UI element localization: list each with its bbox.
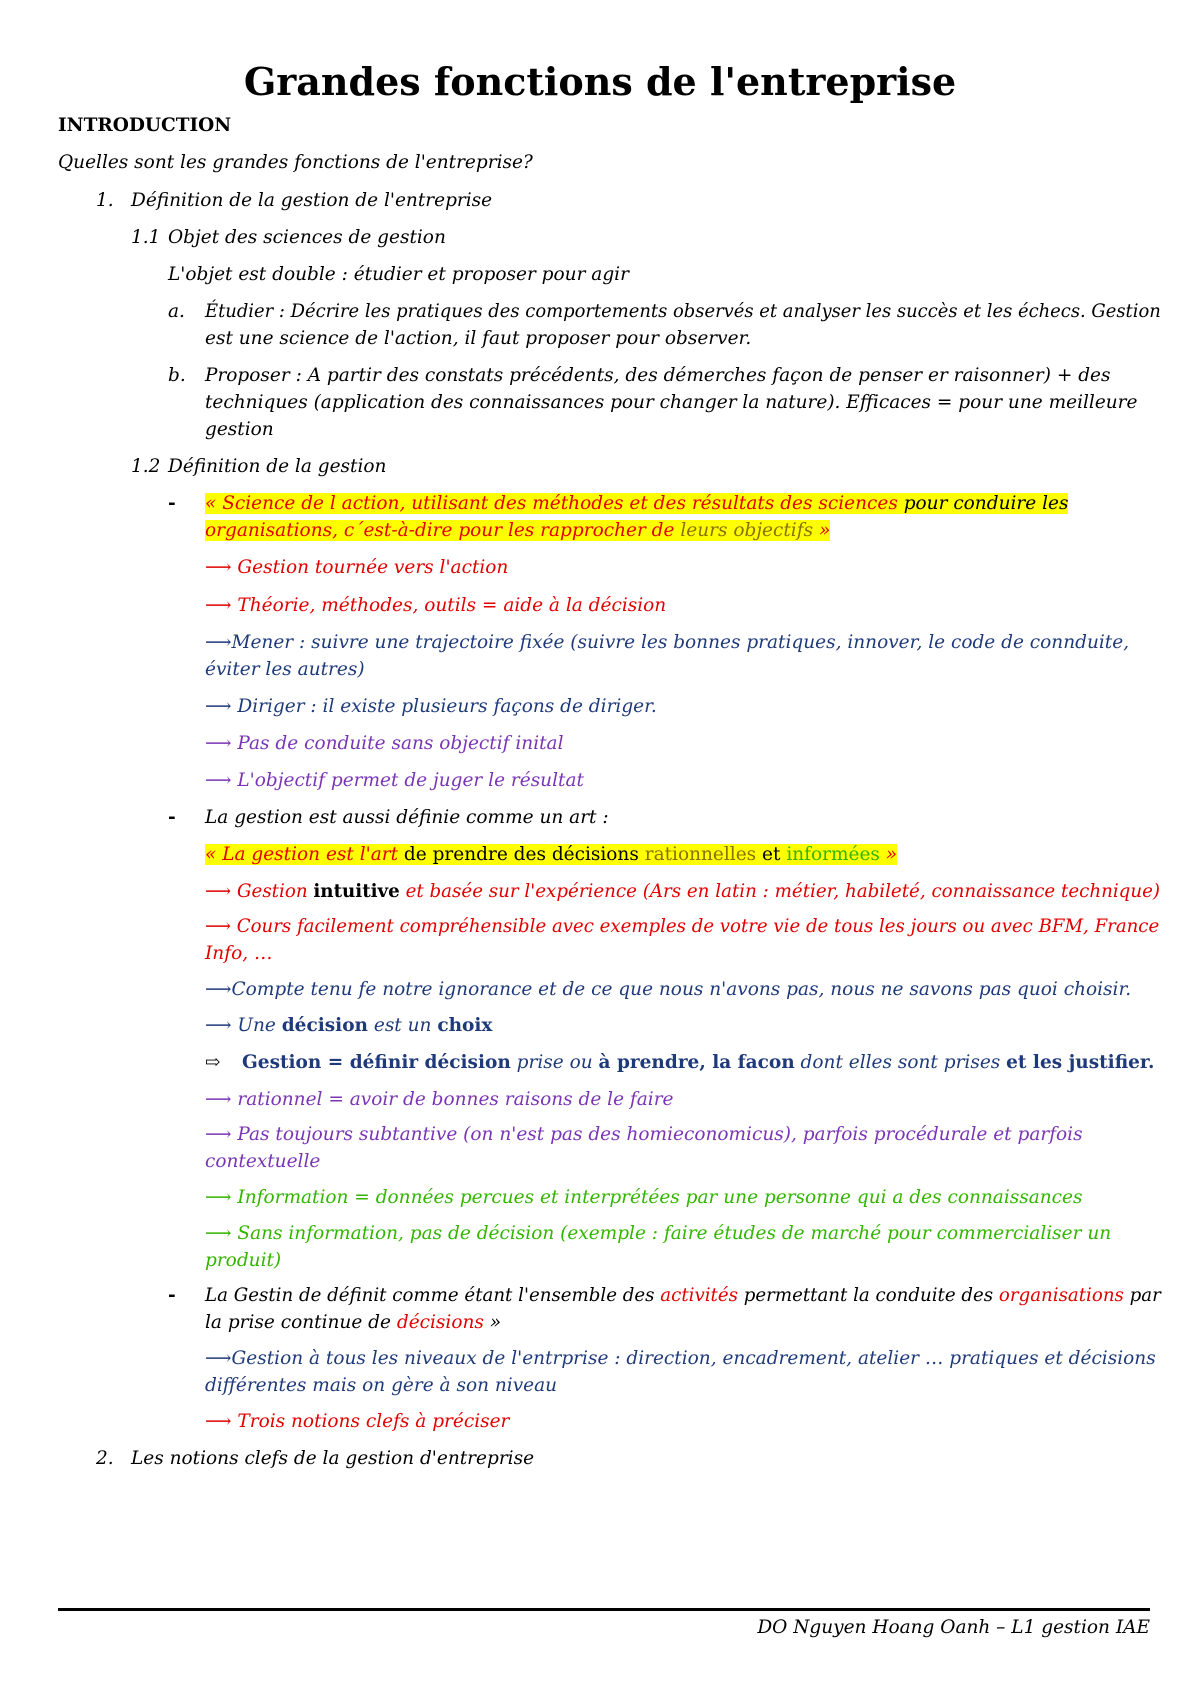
definition-2-part-informees: informées [786, 844, 880, 865]
arrow-subtantive-line-1: ⟶ Pas toujours subtantive (on n'est pas des homieconomicus), parfois procédurale et parfois [205, 1124, 1083, 1145]
arrow-information: ⟶ Information = données percues et interprétées par une personne qui a des connaissances [205, 1187, 1083, 1208]
conclusion-part-4: dont elles sont prises [794, 1052, 1007, 1073]
section-2-number: 2. [96, 1448, 114, 1469]
definition-1-part-organisations: organisations, c´est-à-dire pour les rapprocher de [205, 520, 681, 541]
definition-3-part-6: la prise continue de [205, 1312, 397, 1333]
objet-statement: L'objet est double : étudier et proposer pour agir [168, 264, 629, 285]
section-2-title: Les notions clefs de la gestion d'entreprise [131, 1448, 535, 1469]
definition-3-part-5: par [1123, 1285, 1161, 1306]
section-1-2-title: Définition de la gestion [168, 456, 387, 477]
definition-1-part-close: » [813, 520, 831, 541]
item-a-line-2: est une science de l'action, il faut proposer pour observer. [205, 328, 752, 349]
definition-3-part-1: La Gestin de définit comme étant l'ensemble des [205, 1285, 661, 1306]
intuitive-part-3: et basée sur l'expérience (Ars en latin : métier, habileté, connaissance technique) [399, 881, 1161, 902]
definition-1-part-conduire: pour conduire les [897, 493, 1069, 514]
conclusion-line [242, 1049, 1154, 1076]
definition-1-line-2 [205, 517, 830, 544]
item-b-marker: b. [168, 365, 186, 386]
bullet-dash-3: - [168, 1285, 176, 1306]
arrow-trois-notions: ⟶ Trois notions clefs à préciser [205, 1411, 510, 1432]
definition-2-line [205, 841, 897, 868]
arrow-niveaux-line-1: ⟶Gestion à tous les niveaux de l'entrprise : direction, encadrement, atelier … pratiques et décisions [205, 1348, 1156, 1369]
conclusion-part-2: prise ou [510, 1052, 599, 1073]
arrow-theorie-methodes: ⟶ Théorie, méthodes, outils = aide à la décision [205, 595, 667, 616]
footer-author: DO Nguyen Hoang Oanh – L1 gestion IAE [757, 1617, 1150, 1638]
item-a-marker: a. [168, 301, 185, 322]
definition-2-part-prendre: de prendre des décisions [398, 844, 645, 865]
definition-3-part-3: permettant la conduite des [737, 1285, 999, 1306]
decision-part-bold-2: choix [437, 1015, 493, 1036]
definition-1-part-objectifs: leurs objectifs [680, 520, 814, 541]
section-1-2-number: 1.2 [131, 456, 161, 477]
definition-1-line-1 [205, 490, 1068, 517]
page-title: Grandes fonctions de l'entreprise [243, 59, 957, 104]
definition-1-part-science: « Science de l action, utilisant des méthodes et des résultats des sciences [205, 493, 898, 514]
arrow-niveaux-line-2: différentes mais on gère à son niveau [205, 1375, 558, 1396]
decision-part-3: est un [367, 1015, 438, 1036]
arrow-compte-tenu: ⟶Compte tenu fe notre ignorance et de ce que nous n'avons pas, nous ne savons pas quoi choisir. [205, 979, 1132, 1000]
definition-3-line-2 [205, 1309, 501, 1336]
definition-3-line-1 [205, 1282, 1161, 1309]
footer-divider [58, 1608, 1150, 1611]
intuitive-part-bold: intuitive [313, 881, 400, 902]
bullet-dash-1: - [168, 493, 176, 514]
section-1-title: Définition de la gestion de l'entreprise [131, 190, 493, 211]
arrow-gestion-action: ⟶ Gestion tournée vers l'action [205, 557, 509, 578]
definition-2-part-rationnelles: rationnelles [644, 844, 757, 865]
intro-question: Quelles sont les grandes fonctions de l'entreprise? [58, 152, 533, 173]
arrow-mener-line-2: éviter les autres) [205, 659, 365, 680]
conclusion-part-3: à prendre, la facon [598, 1052, 795, 1073]
arrow-mener-line-1: ⟶Mener : suivre une trajectoire fixée (suivre les bonnes pratiques, innover, le code de connduite, [205, 632, 1130, 653]
arrow-cours-line-1: ⟶ Cours facilement compréhensible avec exemples de votre vie de tous les jours ou avec BFM, France [205, 916, 1160, 937]
item-a-line-1: Étudier : Décrire les pratiques des comportements observés et analyser les succès et les échecs. Gestion [205, 301, 1161, 322]
item-b-line-1: Proposer : A partir des constats précédents, des démerches façon de penser er raisonner) + des [205, 365, 1111, 386]
definition-3-part-8: » [483, 1312, 502, 1333]
intuitive-part-1: ⟶ Gestion [205, 881, 314, 902]
conclusion-part-1: Gestion = définir décision [242, 1052, 511, 1073]
arrow-rationnel: ⟶ rationnel = avoir de bonnes raisons de le faire [205, 1089, 674, 1110]
conclusion-part-5: et les justifier. [1006, 1052, 1155, 1073]
definition-3-part-activites: activités [660, 1285, 738, 1306]
arrow-pas-de-conduite: ⟶ Pas de conduite sans objectif inital [205, 733, 564, 754]
arrow-sans-information-line-2: produit) [205, 1250, 282, 1271]
section-1-number: 1. [96, 190, 114, 211]
arrow-cours-line-2: Info, … [205, 943, 273, 964]
section-1-1-number: 1.1 [131, 227, 161, 248]
definition-3-part-organisations: organisations [998, 1285, 1124, 1306]
decision-part-1: ⟶ Une [205, 1015, 282, 1036]
art-intro: La gestion est aussi définie comme un art : [205, 807, 609, 828]
arrow-diriger: ⟶ Diriger : il existe plusieurs façons de diriger. [205, 696, 657, 717]
definition-2-part-art: « La gestion est l'art [205, 844, 399, 865]
arrow-objectif-resultat: ⟶ L'objectif permet de juger le résultat [205, 770, 584, 791]
decision-part-bold-1: décision [281, 1015, 368, 1036]
arrow-intuitive [205, 878, 1160, 905]
definition-3-part-decisions: décisions [396, 1312, 484, 1333]
arrow-sans-information-line-1: ⟶ Sans information, pas de décision (exemple : faire études de marché pour commercialiser un [205, 1223, 1112, 1244]
conclusion-arrow-icon: ⇨ [205, 1052, 221, 1073]
item-b-line-2: techniques (application des connaissances pour changer la nature). Efficaces = pour une meilleure [205, 392, 1138, 413]
bullet-dash-2: - [168, 807, 176, 828]
item-b-line-3: gestion [205, 419, 274, 440]
section-1-1-title: Objet des sciences de gestion [168, 227, 446, 248]
arrow-decision-choix [205, 1012, 492, 1039]
arrow-subtantive-line-2: contextuelle [205, 1151, 321, 1172]
intro-heading: INTRODUCTION [58, 115, 232, 136]
definition-2-part-close: » [879, 844, 898, 865]
definition-2-part-et: et [756, 844, 787, 865]
